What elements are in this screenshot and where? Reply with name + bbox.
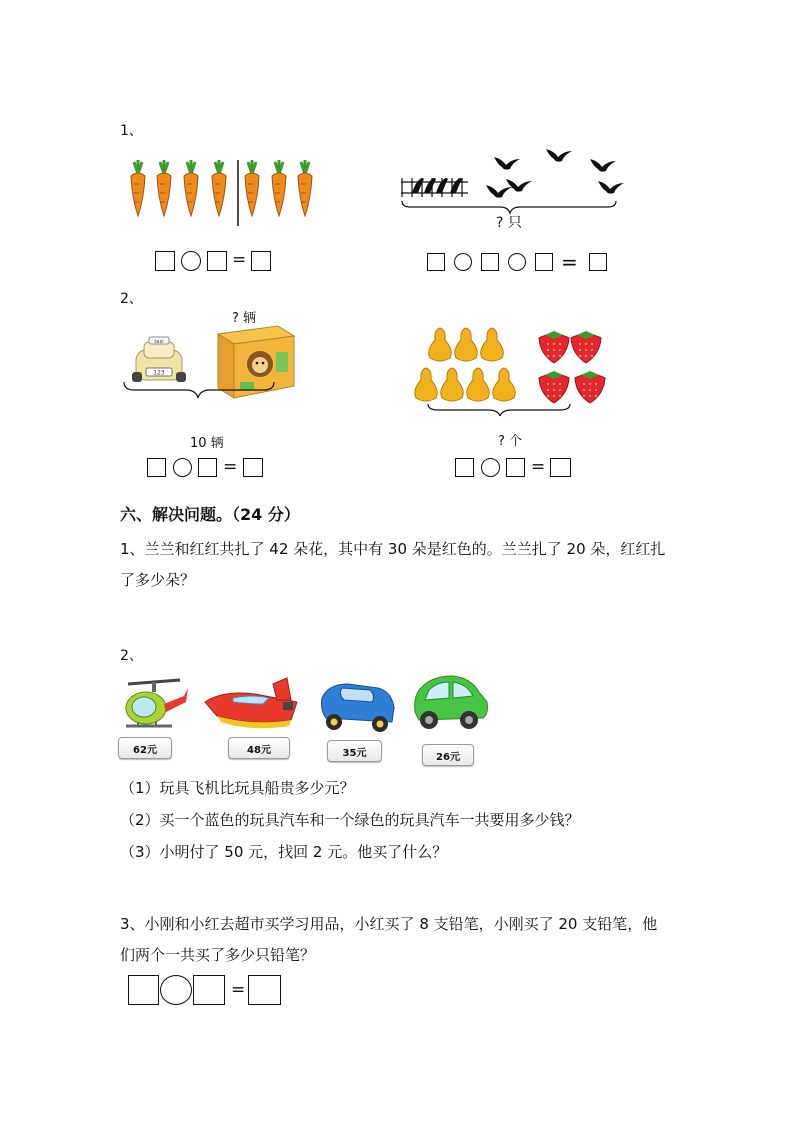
problem2-sub2: （2）买一个蓝色的玩具汽车和一个绿色的玩具汽车一共要用多少钱？ [120, 811, 580, 829]
problem2-sub1: （1）玩具飞机比玩具船贵多少元？ [120, 779, 355, 797]
answer-box[interactable] [481, 253, 499, 271]
pear-icon [429, 328, 451, 361]
answer-box[interactable] [243, 458, 263, 477]
carrot-icon [184, 160, 198, 216]
toys-unknown-label: ? 辆 [232, 311, 257, 326]
operator-circle[interactable] [181, 251, 201, 271]
q2-number: 2、 [120, 291, 143, 307]
carrot-icon [131, 160, 145, 216]
equal-sign: = [232, 250, 247, 270]
problem2-sub3: （3）小明付了 50 元，找回 2 元。他买了什么？ [120, 843, 448, 861]
answer-box[interactable] [455, 458, 474, 477]
operator-circle[interactable] [508, 253, 526, 271]
section-heading: 六、解决问题。（24 分） [120, 505, 300, 524]
svg-text:123: 123 [153, 369, 165, 377]
carrot-icon [245, 160, 259, 216]
svg-text:taxi: taxi [154, 339, 164, 345]
equal-sign: = [531, 457, 546, 477]
carrots-illustration [122, 158, 322, 228]
pears-and-strawberries-illustration [410, 324, 610, 416]
fruit-total-label: ? 个 [498, 434, 523, 449]
price-tag-green-car: 26元 [422, 744, 474, 766]
pear-icon [455, 328, 477, 361]
price-tag-helicopter: 62元 [118, 737, 172, 759]
operator-circle[interactable] [160, 975, 192, 1005]
problem1-line1: 1、兰兰和红红共扎了 42 朵花，其中有 30 朵是红色的。兰兰扎了 20 朵，红红扎 [120, 540, 666, 558]
strawberry-icon [571, 331, 601, 363]
answer-box[interactable] [589, 253, 607, 271]
operator-circle[interactable] [173, 458, 192, 477]
operator-circle[interactable] [481, 458, 500, 477]
carrot-icon [298, 160, 312, 216]
equal-sign: = [561, 250, 578, 274]
operator-circle[interactable] [454, 253, 472, 271]
toy-green-car-icon [409, 672, 491, 734]
answer-box[interactable] [193, 975, 225, 1005]
carrot-icon [157, 160, 171, 216]
answer-box[interactable] [550, 458, 571, 477]
pear-icon [481, 328, 503, 361]
toys-total-label: 10 辆 [190, 436, 224, 451]
answer-box[interactable] [147, 458, 166, 477]
answer-box[interactable] [506, 458, 525, 477]
carrot-icon [212, 160, 226, 216]
pear-icon [441, 368, 463, 401]
problem1-line2: 了多少朵？ [120, 571, 196, 589]
price-tag-blue-car: 35元 [327, 740, 382, 762]
problem3-line2: 们两个一共买了多少只铅笔？ [120, 946, 316, 964]
toy-helicopter-icon [118, 674, 192, 738]
pear-icon [493, 368, 515, 401]
answer-box[interactable] [155, 251, 175, 271]
toy-boat-icon [203, 676, 303, 734]
answer-box[interactable] [251, 251, 271, 271]
strawberry-icon [575, 371, 605, 403]
strawberry-icon [539, 331, 569, 363]
pear-icon [415, 368, 437, 401]
q1-number: 1、 [120, 123, 143, 139]
equal-sign: = [223, 457, 238, 477]
equal-sign: = [231, 980, 246, 1000]
problem3-line1: 3、小刚和小红去超市买学习用品，小红买了 8 支铅笔，小刚买了 20 支铅笔，他 [120, 915, 658, 933]
answer-box[interactable] [535, 253, 553, 271]
carrot-icon [272, 160, 286, 216]
pear-icon [467, 368, 489, 401]
price-tag-boat: 48元 [228, 737, 290, 759]
toy-blue-car-icon [318, 678, 398, 738]
problem2-number: 2、 [120, 648, 143, 664]
birds-count-label: ? 只 [496, 215, 522, 231]
answer-box[interactable] [198, 458, 217, 477]
answer-box[interactable] [128, 975, 159, 1005]
strawberry-icon [539, 371, 569, 403]
taxi-and-toybox-illustration [118, 322, 298, 404]
answer-box[interactable] [248, 975, 281, 1005]
answer-box[interactable] [207, 251, 227, 271]
answer-box[interactable] [427, 253, 445, 271]
